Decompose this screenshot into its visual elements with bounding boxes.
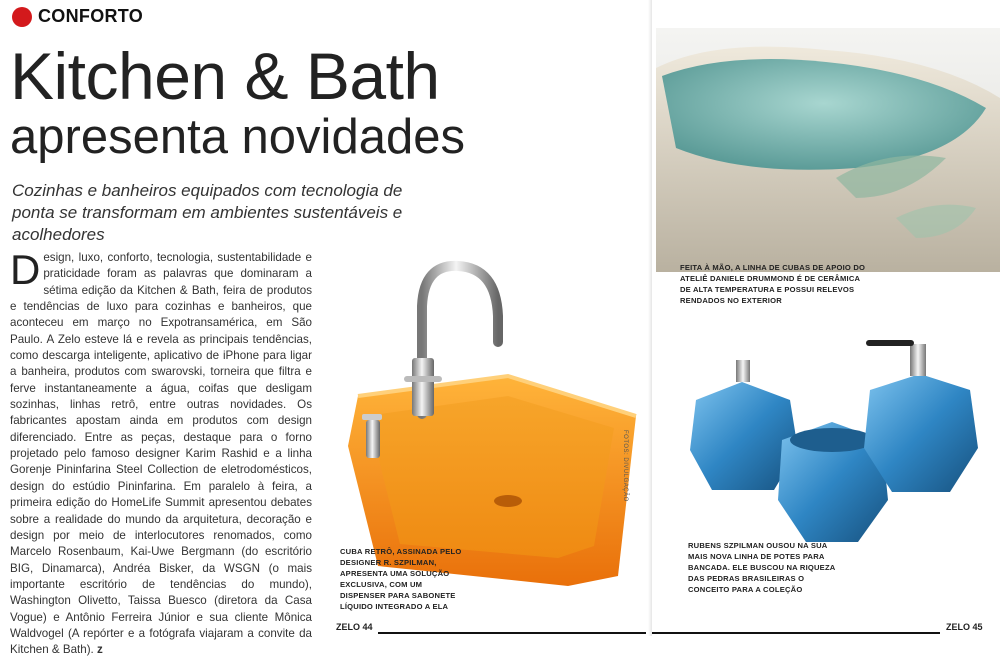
folio-right: ZELO 45	[946, 622, 983, 632]
basin-interior	[378, 396, 614, 558]
cup-opening	[790, 428, 874, 452]
drop-cap: D	[10, 246, 41, 293]
subheadline: Cozinhas e banheiros equipados com tecnologia de ponta se transformam em ambientes sustentáveis e acolhedores	[12, 181, 403, 244]
dispenser-nozzle	[866, 340, 914, 346]
bowl-photo	[656, 28, 1000, 272]
drain	[494, 495, 522, 507]
photo-credit: FOTOS: DIVULGAÇÃO	[622, 430, 628, 502]
pots-photo	[682, 330, 982, 560]
soap-pump	[366, 420, 380, 458]
headline-line-1: Kitchen & Bath	[10, 39, 440, 113]
soap-pump-head	[362, 414, 382, 420]
article-text: esign, luxo, conforto, tecnologia, sustentabilidade e praticidade foram as palavras que dominaram a sétima edição da Kitchen & Bath, feira de produtos e tendências de luxo para cozinhas e banheiros, que aconteceu em março no Expotransamérica, em São Paulo. A Zelo esteve lá e revela as principais tendências, como descarga inteligente, aplicativo de iPhone para ligar a banheira, produtos com swarovski, torneira que filtra e ferve instantaneamente a água, coifas que desligam sozinhas, linhas retrô, entre outras novidades. Os fabricantes apostam ainda em produtos com design diferenciado. Entre as peças, destaque para o forno projetado pelo famoso designer Karim Rashid e a linha Gorenje Pininfarina Steel Collection de eletrodomésticos, design do estúdio Pininfarina. Em paralelo à feira, a primeira edição do HomeLife Summit apresentou debates sobre a realidade do mundo da arquitetura, decoração e design por meio de interlocutores renomados, como Marcelo Rosenbaum, Kai-Uwe Bergmann (do escritório BIG, Dinamarca), Andréa Bisker, da WSGN (o mais importante escritório de tendências do mundo), Washington Olivetto, Taissa Buesco (diretora da Casa Vogue) e Antônio Ferreira Júnior e sua cliente Mônica Waldvogel (A repórter e a fotógrafa viajaram a convite da Kitchen & Bath).	[10, 251, 312, 657]
faucet-body	[412, 358, 434, 416]
jar-left-lid	[736, 360, 750, 382]
pots-caption: RUBENS SZPILMAN OUSOU NA SUA MAIS NOVA LINHA DE POTES PARA BANCADA. ELE BUSCOU NA RIQUEZA DAS PEDRAS BRASILEIRAS O CONCEITO PARA A COLEÇÃO	[688, 541, 836, 594]
folio-rule-left	[378, 632, 646, 634]
section-dot-icon	[12, 7, 32, 27]
dispenser-right	[864, 374, 978, 492]
bowl-illustration	[656, 28, 1000, 272]
sink-caption: CUBA RETRÔ, ASSINADA PELO DESIGNER R. SZPILMAN, APRESENTA UMA SOLUÇÃO EXCLUSIVA, COM UM DISPENSER PARA SABONETE LÍQUIDO INTEGRADO A ELA	[340, 547, 462, 611]
folio-rule-right	[652, 632, 940, 634]
dispenser-pump	[910, 344, 926, 376]
pots-illustration	[682, 330, 982, 560]
headline	[10, 39, 465, 164]
article-body	[10, 246, 312, 659]
section-header	[12, 6, 143, 27]
headline-line-2: apresenta novidades	[10, 109, 465, 164]
bowl-caption: FEITA À MÃO, A LINHA DE CUBAS DE APOIO DO ATELIÊ DANIELE DRUMMOND É DE CERÂMICA DE ALTA TEMPERATURA E POSSUI RELEVOS RENDADOS NO EXTERIOR	[680, 263, 866, 305]
section-label: CONFORTO	[38, 6, 144, 26]
end-mark: z	[97, 643, 103, 657]
faucet-handle	[404, 376, 442, 382]
right-page	[652, 0, 1000, 636]
folio-left: ZELO 44	[336, 622, 373, 632]
